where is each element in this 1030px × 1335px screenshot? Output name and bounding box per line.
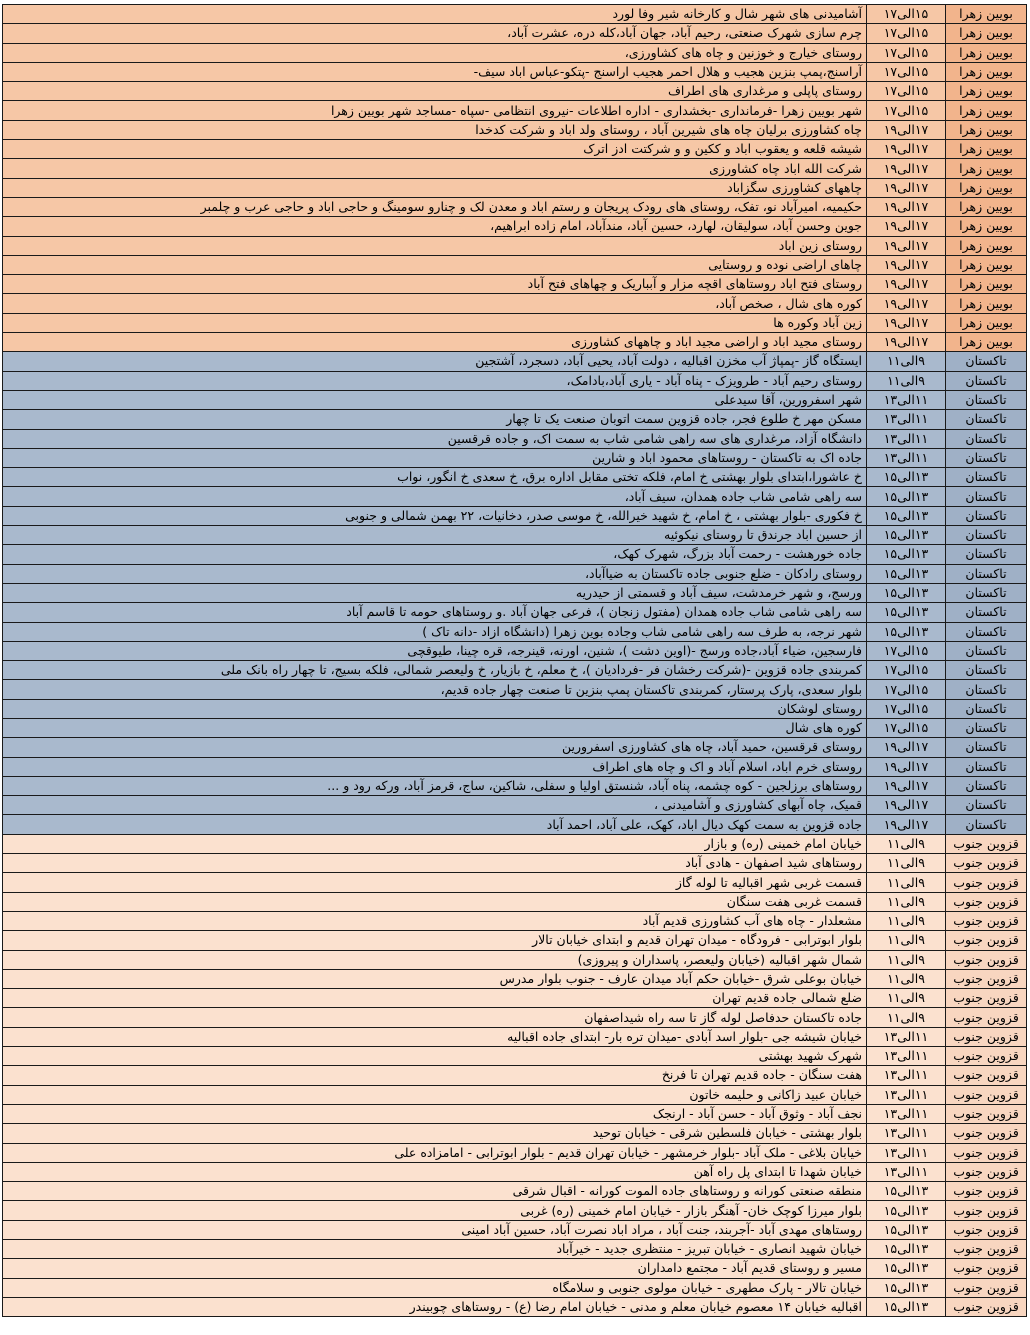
area-cell: بلوار ابوترابی - فرودگاه - میدان تهران قدیم و ابتدای خیابان تالار: [3, 931, 867, 950]
area-cell: اقبالیه خیابان ۱۴ معصوم خیابان معلم و مدنی - خیابان امام رضا (ع) - روستاهای چوبیندر: [3, 1297, 867, 1316]
city-cell: بویین زهرا: [946, 120, 1027, 139]
time-range-cell: ۱۵الی۱۷: [867, 718, 946, 737]
time-range-cell: ۱۳الی۱۵: [867, 622, 946, 641]
table-row: [3, 294, 1027, 313]
area-cell: شیشه قلعه و یعقوب اباد و ککین و و شرکتت ادز اترک: [3, 140, 867, 159]
time-range-cell: ۱۳الی۱۵: [867, 1220, 946, 1239]
time-range-cell: ۱۱الی۱۳: [867, 410, 946, 429]
city-cell: بویین زهرا: [946, 159, 1027, 178]
time-range-cell: ۱۱الی۱۳: [867, 1085, 946, 1104]
time-range-cell: ۱۱الی۱۳: [867, 390, 946, 409]
area-cell: قسمت غربی شهر اقبالیه تا لوله گاز: [3, 873, 867, 892]
time-range-cell: ۱۳الی۱۵: [867, 506, 946, 525]
area-cell: مسیر و روستای قدیم آباد - مجتمع دامداران: [3, 1259, 867, 1278]
table-row: [3, 140, 1027, 159]
table-row: [3, 1240, 1027, 1259]
city-cell: تاکستان: [946, 757, 1027, 776]
time-range-cell: ۹الی۱۱: [867, 834, 946, 853]
table-row: [3, 1047, 1027, 1066]
city-cell: قزوین جنوب: [946, 950, 1027, 969]
table-row: [3, 275, 1027, 294]
time-range-cell: ۱۳الی۱۵: [867, 1278, 946, 1297]
time-range-cell: ۱۷الی۱۹: [867, 255, 946, 274]
city-cell: قزوین جنوب: [946, 1104, 1027, 1123]
city-cell: قزوین جنوب: [946, 1066, 1027, 1085]
area-cell: ورسج، و شهر خرمدشت، سیف آباد و قسمتی از حیدریه: [3, 583, 867, 602]
time-range-cell: ۱۵الی۱۷: [867, 43, 946, 62]
city-cell: تاکستان: [946, 487, 1027, 506]
time-range-cell: ۱۱الی۱۳: [867, 1124, 946, 1143]
city-cell: تاکستان: [946, 738, 1027, 757]
area-cell: روستاهای مهدی آباد -آجربند، جنت آباد ، مراد اباد نصرت آباد، حسین آباد امینی: [3, 1220, 867, 1239]
area-cell: روستاهای شید اصفهان - هادی آباد: [3, 854, 867, 873]
city-cell: تاکستان: [946, 603, 1027, 622]
table-row: [3, 178, 1027, 197]
area-cell: بلوار بهشتی - خیابان فلسطین شرقی - خیابان توحید: [3, 1124, 867, 1143]
table-row: [3, 1124, 1027, 1143]
area-cell: ضلع شمالی جاده قدیم تهران: [3, 989, 867, 1008]
city-cell: تاکستان: [946, 718, 1027, 737]
time-range-cell: ۱۷الی۱۹: [867, 738, 946, 757]
city-cell: تاکستان: [946, 468, 1027, 487]
area-cell: جوین وحسن آباد، سولیقان، لهارد، حسین آباد، مندآباد، امام زاده ابراهیم،: [3, 217, 867, 236]
time-range-cell: ۱۳الی۱۵: [867, 468, 946, 487]
time-range-cell: ۹الی۱۱: [867, 989, 946, 1008]
table-row: [3, 448, 1027, 467]
time-range-cell: ۱۷الی۱۹: [867, 333, 946, 352]
area-cell: مسکن مهر خ طلوع فجر، جاده قزوین سمت اتوبان صنعت یک تا چهار: [3, 410, 867, 429]
time-range-cell: ۱۳الی۱۵: [867, 1259, 946, 1278]
time-range-cell: ۱۱الی۱۳: [867, 1104, 946, 1123]
table-row: [3, 1066, 1027, 1085]
table-row: [3, 1201, 1027, 1220]
city-cell: بویین زهرا: [946, 275, 1027, 294]
time-range-cell: ۱۳الی۱۵: [867, 1297, 946, 1316]
city-cell: بویین زهرا: [946, 101, 1027, 120]
area-cell: شهر نرجه، به طرف سه راهی شامی شاب وجاده بوین زهرا (دانشگاه ازاد -دانه تاک ): [3, 622, 867, 641]
table-row: [3, 468, 1027, 487]
table-row: [3, 776, 1027, 795]
area-cell: زین آباد وکوره ها: [3, 313, 867, 332]
area-cell: ایستگاه گاز -پمپاژ آب مخزن اقبالیه ، دولت آباد، یحیی آباد، دسجرد، آشتجین: [3, 352, 867, 371]
area-cell: روستای خیارج و خوزنین و چاه های کشاورزی،: [3, 43, 867, 62]
table-row: [3, 526, 1027, 545]
table-row: [3, 236, 1027, 255]
area-cell: هفت سنگان - جاده قدیم تهران تا فرنخ: [3, 1066, 867, 1085]
time-range-cell: ۱۵الی۱۷: [867, 680, 946, 699]
area-cell: مشعلدار - چاه های آب کشاورزی قدیم آباد: [3, 911, 867, 930]
city-cell: تاکستان: [946, 371, 1027, 390]
time-range-cell: ۱۳الی۱۵: [867, 583, 946, 602]
time-range-cell: ۹الی۱۱: [867, 1008, 946, 1027]
table-row: [3, 1162, 1027, 1181]
table-row: [3, 931, 1027, 950]
area-cell: خیابان شیشه جی -بلوار اسد آبادی -میدان تره بار- ابتدای جاده اقبالیه: [3, 1027, 867, 1046]
area-cell: خیابان امام خمینی (ره) و بازار: [3, 834, 867, 853]
time-range-cell: ۱۷الی۱۹: [867, 140, 946, 159]
time-range-cell: ۱۷الی۱۹: [867, 313, 946, 332]
area-cell: شهر بویین زهرا -فرمانداری -بخشداری - اداره اطلاعات -نیروی انتظامی -سپاه -مساجد شهر بویین زهرا: [3, 101, 867, 120]
area-cell: کمربندی جاده قزوین -(شرکت رخشان فر -فردادیان )، خ معلم، خ بازیار، خ ولیعصر شمالی، فلکه بسیج، تا چهار راه بانک ملی: [3, 661, 867, 680]
city-cell: بویین زهرا: [946, 217, 1027, 236]
area-cell: آراسنج،پمپ بنزین هجیب و هلال احمر هجیب اراسنج -پتکو-عباس اباد سیف-: [3, 62, 867, 81]
table-row: [3, 313, 1027, 332]
table-row: [3, 1104, 1027, 1123]
city-cell: قزوین جنوب: [946, 1143, 1027, 1162]
time-range-cell: ۹الی۱۱: [867, 854, 946, 873]
time-range-cell: ۱۵الی۱۷: [867, 641, 946, 660]
area-cell: روستای قرقسین، حمید آباد، چاه های کشاورزی اسفرورین: [3, 738, 867, 757]
table-row: [3, 757, 1027, 776]
city-cell: تاکستان: [946, 352, 1027, 371]
city-cell: قزوین جنوب: [946, 911, 1027, 930]
area-cell: خیابان عبید زاکانی و حلیمه خاتون: [3, 1085, 867, 1104]
area-cell: کوره های شال: [3, 718, 867, 737]
area-cell: جاده خورهشت - رحمت آباد بزرگ، شهرک کهک،: [3, 545, 867, 564]
area-cell: دانشگاه آزاد، مرغداری های سه راهی شامی شاب به سمت اک، و جاده قرقسین: [3, 429, 867, 448]
table-row: [3, 1278, 1027, 1297]
city-cell: قزوین جنوب: [946, 1162, 1027, 1181]
table-row: [3, 854, 1027, 873]
area-cell: روستاهای برزلجین - کوه چشمه، پناه آباد، شنستق اولیا و سفلی، شاکین، ساج، قرمز آباد، ورکه رود و ...: [3, 776, 867, 795]
area-cell: شهرک شهید بهشتی: [3, 1047, 867, 1066]
city-cell: تاکستان: [946, 410, 1027, 429]
table-row: [3, 911, 1027, 930]
area-cell: روستای زین اباد: [3, 236, 867, 255]
city-cell: تاکستان: [946, 661, 1027, 680]
table-row: [3, 641, 1027, 660]
city-cell: بویین زهرا: [946, 62, 1027, 81]
table-row: [3, 1085, 1027, 1104]
area-cell: روستای خرم اباد، اسلام آباد و اک و چاه های اطراف: [3, 757, 867, 776]
city-cell: قزوین جنوب: [946, 1240, 1027, 1259]
time-range-cell: ۱۱الی۱۳: [867, 1143, 946, 1162]
area-cell: جاده تاکستان حدفاصل لوله گاز تا سه راه شیداصفهان: [3, 1008, 867, 1027]
city-cell: قزوین جنوب: [946, 834, 1027, 853]
table-row: [3, 603, 1027, 622]
city-cell: تاکستان: [946, 699, 1027, 718]
area-cell: از حسین اباد جرندق تا روستای نیکوئیه: [3, 526, 867, 545]
time-range-cell: ۹الی۱۱: [867, 931, 946, 950]
area-cell: روستای مجید اباد و اراضی مجید اباد و چاههای کشاورزی: [3, 333, 867, 352]
table-row: [3, 159, 1027, 178]
city-cell: تاکستان: [946, 815, 1027, 834]
time-range-cell: ۱۳الی۱۵: [867, 487, 946, 506]
city-cell: بویین زهرا: [946, 255, 1027, 274]
city-cell: بویین زهرا: [946, 236, 1027, 255]
time-range-cell: ۹الی۱۱: [867, 950, 946, 969]
city-cell: تاکستان: [946, 545, 1027, 564]
city-cell: تاکستان: [946, 448, 1027, 467]
area-cell: روستای رحیم آباد - طرویزک - پناه آباد - یاری آباد،بادامک،: [3, 371, 867, 390]
table-row: [3, 24, 1027, 43]
time-range-cell: ۱۷الی۱۹: [867, 275, 946, 294]
city-cell: تاکستان: [946, 776, 1027, 795]
table-row: [3, 217, 1027, 236]
city-cell: تاکستان: [946, 506, 1027, 525]
time-range-cell: ۱۷الی۱۹: [867, 159, 946, 178]
time-range-cell: ۹الی۱۱: [867, 352, 946, 371]
area-cell: سه راهی شامی شاب جاده همدان، سیف آباد،: [3, 487, 867, 506]
table-row: [3, 333, 1027, 352]
area-cell: حکیمیه، امیرآباد نو، تفک، روستای های رودک پریجان و رستم اباد و معدن لک و چنارو سومینگ و حاجی اباد و حاجی عرب و چلمبر: [3, 197, 867, 216]
area-cell: چاهای اراضی نوده و روستایی: [3, 255, 867, 274]
city-cell: قزوین جنوب: [946, 1259, 1027, 1278]
table-row: [3, 622, 1027, 641]
table-row: [3, 1297, 1027, 1316]
area-cell: جاده قزوین به سمت کهک دیال اباد، کهک، علی آباد، احمد آباد: [3, 815, 867, 834]
table-row: [3, 371, 1027, 390]
table-body: [3, 5, 1027, 1317]
time-range-cell: ۱۷الی۱۹: [867, 776, 946, 795]
area-cell: منطقه صنعتی کورانه و روستاهای جاده الموت کورانه - اقبال شرقی: [3, 1182, 867, 1201]
table-row: [3, 5, 1027, 24]
time-range-cell: ۱۵الی۱۷: [867, 661, 946, 680]
table-row: [3, 62, 1027, 81]
city-cell: بویین زهرا: [946, 82, 1027, 101]
table-row: [3, 352, 1027, 371]
city-cell: قزوین جنوب: [946, 1047, 1027, 1066]
city-cell: قزوین جنوب: [946, 1220, 1027, 1239]
time-range-cell: ۱۷الی۱۹: [867, 236, 946, 255]
city-cell: بویین زهرا: [946, 313, 1027, 332]
city-cell: تاکستان: [946, 583, 1027, 602]
city-cell: تاکستان: [946, 390, 1027, 409]
city-cell: بویین زهرا: [946, 5, 1027, 24]
area-cell: قمیک، چاه آبهای کشاورزی و آشامیدنی ،: [3, 796, 867, 815]
city-cell: بویین زهرا: [946, 43, 1027, 62]
city-cell: تاکستان: [946, 564, 1027, 583]
table-row: [3, 1182, 1027, 1201]
table-row: [3, 989, 1027, 1008]
time-range-cell: ۱۱الی۱۳: [867, 429, 946, 448]
city-cell: بویین زهرا: [946, 333, 1027, 352]
area-cell: روستای فتح اباد روستاهای اقچه مزار و آبباریک و چهاهای فتح آباد: [3, 275, 867, 294]
table-row: [3, 815, 1027, 834]
table-row: [3, 410, 1027, 429]
city-cell: بویین زهرا: [946, 197, 1027, 216]
time-range-cell: ۱۱الی۱۳: [867, 1066, 946, 1085]
time-range-cell: ۱۷الی۱۹: [867, 815, 946, 834]
table-row: [3, 487, 1027, 506]
city-cell: بویین زهرا: [946, 178, 1027, 197]
time-range-cell: ۱۷الی۱۹: [867, 178, 946, 197]
city-cell: بویین زهرا: [946, 294, 1027, 313]
area-cell: روستای لوشکان: [3, 699, 867, 718]
city-cell: قزوین جنوب: [946, 892, 1027, 911]
area-cell: خیابان شهدا تا ابتدای پل راه آهن: [3, 1162, 867, 1181]
table-row: [3, 255, 1027, 274]
table-row: [3, 950, 1027, 969]
table-row: [3, 661, 1027, 680]
area-cell: خیابان تالار - پارک مطهری - خیابان مولوی جنوبی و سلامگاه: [3, 1278, 867, 1297]
table-row: [3, 82, 1027, 101]
area-cell: خ عاشورا،ابتدای بلوار بهشتی خ امام، فلکه تختی مقابل اداره برق، خ سعدی خ انگور، نواب: [3, 468, 867, 487]
area-cell: بلوار سعدی، پارک پرستار، کمربندی تاکستان پمپ بنزین تا صنعت چهار جاده قدیم،: [3, 680, 867, 699]
time-range-cell: ۱۱الی۱۳: [867, 1162, 946, 1181]
table-row: [3, 680, 1027, 699]
city-cell: قزوین جنوب: [946, 1278, 1027, 1297]
time-range-cell: ۱۷الی۱۹: [867, 294, 946, 313]
time-range-cell: ۱۵الی۱۷: [867, 5, 946, 24]
time-range-cell: ۱۱الی۱۳: [867, 1027, 946, 1046]
area-cell: نجف آباد - وثوق آباد - حسن آباد - ارنجک: [3, 1104, 867, 1123]
area-cell: جاده اک به تاکستان - روستاهای محمود اباد و شارین: [3, 448, 867, 467]
time-range-cell: ۱۳الی۱۵: [867, 526, 946, 545]
table-row: [3, 873, 1027, 892]
time-range-cell: ۱۵الی۱۷: [867, 24, 946, 43]
table-row: [3, 564, 1027, 583]
city-cell: قزوین جنوب: [946, 1201, 1027, 1220]
outage-schedule-table: [2, 4, 1027, 1317]
city-cell: قزوین جنوب: [946, 1008, 1027, 1027]
table-row: [3, 583, 1027, 602]
area-cell: آشامیدنی های شهر شال و کارخانه شیر وفا لورد: [3, 5, 867, 24]
time-range-cell: ۱۱الی۱۳: [867, 448, 946, 467]
city-cell: تاکستان: [946, 526, 1027, 545]
area-cell: شهر اسفرورین، آقا سیدعلی: [3, 390, 867, 409]
city-cell: قزوین جنوب: [946, 1297, 1027, 1316]
table-row: [3, 1027, 1027, 1046]
area-cell: خیابان بوعلی شرق -خیابان حکم آباد میدان عارف - جنوب بلوار مدرس: [3, 969, 867, 988]
area-cell: خ فکوری -بلوار بهشتی ، خ امام، خ شهید خیرالله، خ موسی صدر، دخانیات، ۲۲ بهمن شمالی و جنوبی: [3, 506, 867, 525]
city-cell: قزوین جنوب: [946, 989, 1027, 1008]
table-row: [3, 1008, 1027, 1027]
city-cell: قزوین جنوب: [946, 931, 1027, 950]
table-row: [3, 197, 1027, 216]
city-cell: تاکستان: [946, 796, 1027, 815]
area-cell: چرم سازی شهرک صنعتی، رحیم آباد، جهان آباد،کله دره، عشرت آباد،: [3, 24, 867, 43]
city-cell: قزوین جنوب: [946, 1027, 1027, 1046]
time-range-cell: ۱۱الی۱۳: [867, 1047, 946, 1066]
table-row: [3, 796, 1027, 815]
city-cell: قزوین جنوب: [946, 873, 1027, 892]
table-row: [3, 1220, 1027, 1239]
area-cell: روستای رادکان - ضلع جنوبی جاده تاکستان به ضیاآباد،: [3, 564, 867, 583]
time-range-cell: ۹الی۱۱: [867, 873, 946, 892]
time-range-cell: ۱۳الی۱۵: [867, 545, 946, 564]
area-cell: سه راهی شامی شاب جاده همدان (مفتول زنجان )، فرعی جهان آباد .و روستاهای حومه تا قاسم آباد: [3, 603, 867, 622]
table-row: [3, 969, 1027, 988]
city-cell: قزوین جنوب: [946, 854, 1027, 873]
table-row: [3, 429, 1027, 448]
table-row: [3, 43, 1027, 62]
table-row: [3, 506, 1027, 525]
table-row: [3, 101, 1027, 120]
city-cell: قزوین جنوب: [946, 969, 1027, 988]
area-cell: فارسجین، ضیاء آباد،جاده ورسج -(اوین دشت )، شنین، اورنه، قینرجه، قره چینا، طیوقچی: [3, 641, 867, 660]
time-range-cell: ۱۳الی۱۵: [867, 603, 946, 622]
time-range-cell: ۹الی۱۱: [867, 911, 946, 930]
area-cell: قسمت غربی هفت سنگان: [3, 892, 867, 911]
time-range-cell: ۱۷الی۱۹: [867, 197, 946, 216]
time-range-cell: ۱۳الی۱۵: [867, 564, 946, 583]
city-cell: تاکستان: [946, 680, 1027, 699]
city-cell: تاکستان: [946, 641, 1027, 660]
table-row: [3, 390, 1027, 409]
table-row: [3, 120, 1027, 139]
time-range-cell: ۱۷الی۱۹: [867, 757, 946, 776]
time-range-cell: ۹الی۱۱: [867, 969, 946, 988]
time-range-cell: ۱۷الی۱۹: [867, 796, 946, 815]
time-range-cell: ۹الی۱۱: [867, 371, 946, 390]
time-range-cell: ۱۵الی۱۷: [867, 82, 946, 101]
area-cell: روستای پاپلی و مرغداری های اطراف: [3, 82, 867, 101]
table-row: [3, 718, 1027, 737]
city-cell: تاکستان: [946, 429, 1027, 448]
area-cell: خیابان شهید انصاری - خیابان تبریز - منتظری جدید - خیرآباد: [3, 1240, 867, 1259]
area-cell: چاههای کشاورزی سگزاباد: [3, 178, 867, 197]
time-range-cell: ۱۳الی۱۵: [867, 1201, 946, 1220]
area-cell: بلوار میرزا کوچک خان- آهنگر بازار - خیابان امام خمینی (ره) غربی: [3, 1201, 867, 1220]
area-cell: چاه کشاورزی برلیان چاه های شیرین آباد ، روستای ولد اباد و شرکت کدخدا: [3, 120, 867, 139]
time-range-cell: ۱۳الی۱۵: [867, 1182, 946, 1201]
table-row: [3, 892, 1027, 911]
table-row: [3, 699, 1027, 718]
city-cell: بویین زهرا: [946, 24, 1027, 43]
city-cell: قزوین جنوب: [946, 1124, 1027, 1143]
time-range-cell: ۹الی۱۱: [867, 892, 946, 911]
table-row: [3, 738, 1027, 757]
time-range-cell: ۱۳الی۱۵: [867, 1240, 946, 1259]
time-range-cell: ۱۵الی۱۷: [867, 699, 946, 718]
area-cell: شمال شهر اقبالیه (خیابان ولیعصر، پاسداران و پیروزی): [3, 950, 867, 969]
table-row: [3, 1259, 1027, 1278]
area-cell: خیابان بلاغی - ملک آباد -بلوار خرمشهر - خیابان تهران قدیم - بلوار ابوترابی - امامزاده علی: [3, 1143, 867, 1162]
city-cell: قزوین جنوب: [946, 1182, 1027, 1201]
time-range-cell: ۱۵الی۱۷: [867, 62, 946, 81]
time-range-cell: ۱۷الی۱۹: [867, 217, 946, 236]
city-cell: بویین زهرا: [946, 140, 1027, 159]
area-cell: شرکت الله اباد چاه کشاورزی: [3, 159, 867, 178]
city-cell: تاکستان: [946, 622, 1027, 641]
table-row: [3, 834, 1027, 853]
city-cell: قزوین جنوب: [946, 1085, 1027, 1104]
table-row: [3, 1143, 1027, 1162]
time-range-cell: ۱۵الی۱۷: [867, 101, 946, 120]
table-row: [3, 545, 1027, 564]
time-range-cell: ۱۷الی۱۹: [867, 120, 946, 139]
area-cell: کوره های شال ، صخص آباد،: [3, 294, 867, 313]
